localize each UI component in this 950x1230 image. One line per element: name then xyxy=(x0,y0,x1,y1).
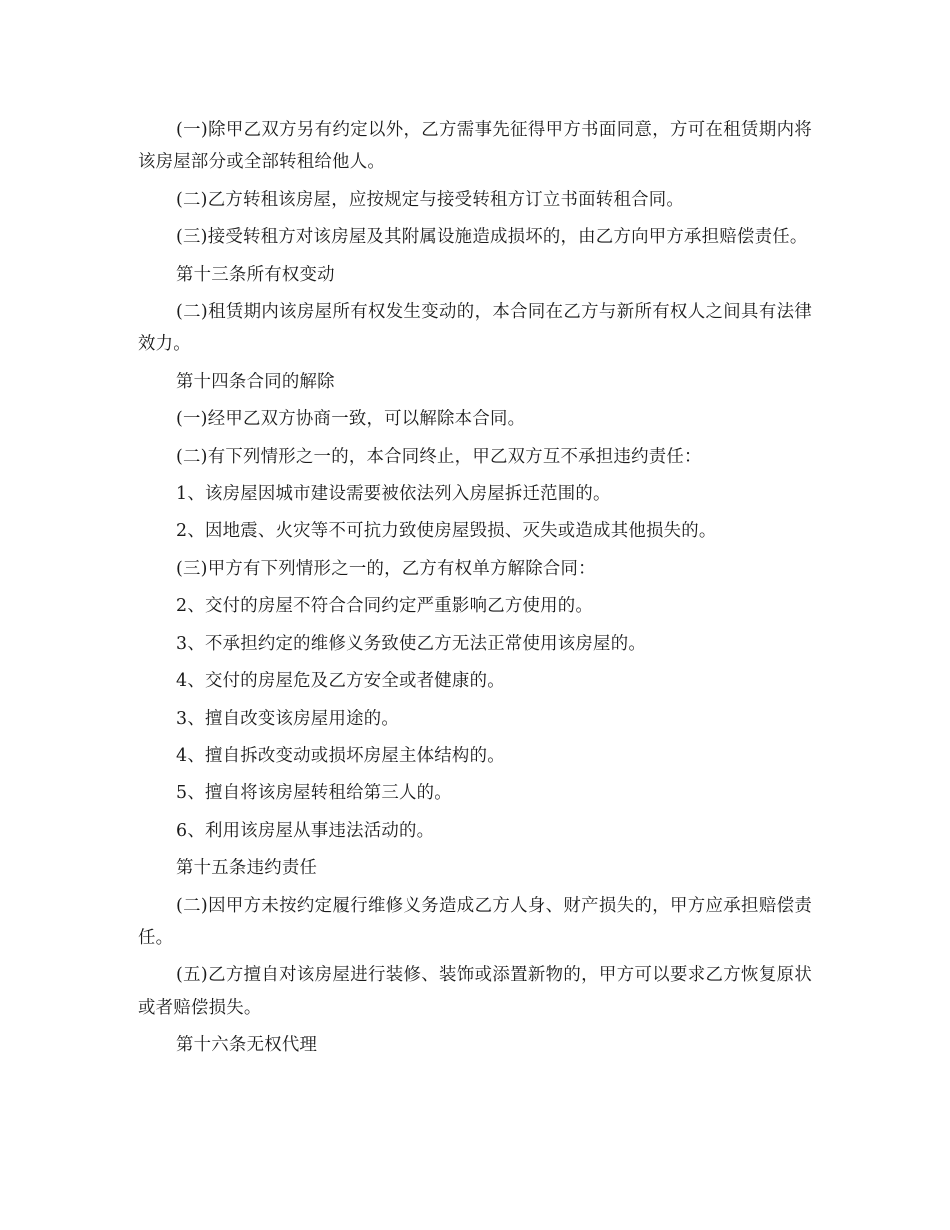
section-heading-article-13: 第十三条所有权变动 xyxy=(176,264,335,285)
document-body xyxy=(138,114,812,1067)
list-item-change-use: 3、擅自改变该房屋用途的。 xyxy=(176,708,400,729)
paragraph-termination-conditions: (二)有下列情形之一的，本合同终止，甲乙双方互不承担违约责任： xyxy=(176,446,702,467)
paragraph-mutual-termination: (一)经甲乙双方协商一致，可以解除本合同。 xyxy=(176,409,526,430)
list-item-repair-failure: 3、不承担约定的维修义务致使乙方无法正常使用该房屋的。 xyxy=(176,633,646,654)
list-item-demolition: 1、该房屋因城市建设需要被依法列入房屋拆迁范围的。 xyxy=(176,484,611,505)
paragraph-sublease-contract: (二)乙方转租该房屋，应按规定与接受转租方订立书面转租合同。 xyxy=(176,189,685,210)
list-item-illegal-activity: 6、利用该房屋从事违法活动的。 xyxy=(176,820,435,841)
paragraph-tenant-renovation: (五)乙方擅自对该房屋进行装修、装饰或添置新物的，甲方可以要求乙方恢复原状或者赔偿损失。 xyxy=(138,965,812,1018)
paragraph-landlord-liability: (二)因甲方未按约定履行维修义务造成乙方人身、财产损失的，甲方应承担赔偿责任。 xyxy=(138,895,812,948)
section-heading-article-15: 第十五条违约责任 xyxy=(176,858,318,879)
paragraph-sublease-consent: (一)除甲乙双方另有约定以外，乙方需事先征得甲方书面同意，方可在租赁期内将该房屋部分或全部转租给他人。 xyxy=(138,120,812,173)
list-item-nonconforming-house: 2、交付的房屋不符合合同约定严重影响乙方使用的。 xyxy=(176,596,594,617)
paragraph-ownership-change: (二)租赁期内该房屋所有权发生变动的，本合同在乙方与新所有权人之间具有法律效力。 xyxy=(138,302,812,355)
list-item-structural-damage: 4、擅自拆改变动或损坏房屋主体结构的。 xyxy=(176,745,505,766)
paragraph-sublease-damage: (三)接受转租方对该房屋及其附属设施造成损坏的，由乙方向甲方承担赔偿责任。 xyxy=(176,227,808,248)
section-heading-article-14: 第十四条合同的解除 xyxy=(176,371,335,392)
list-item-unauthorized-sublease: 5、擅自将该房屋转租给第三人的。 xyxy=(176,783,452,804)
list-item-force-majeure: 2、因地震、火灾等不可抗力致使房屋毁损、灭失或造成其他损失的。 xyxy=(176,521,717,542)
paragraph-tenant-termination-rights: (三)甲方有下列情形之一的，乙方有权单方解除合同： xyxy=(176,558,596,579)
section-heading-article-16: 第十六条无权代理 xyxy=(176,1035,318,1056)
list-item-safety-hazard: 4、交付的房屋危及乙方安全或者健康的。 xyxy=(176,671,505,692)
